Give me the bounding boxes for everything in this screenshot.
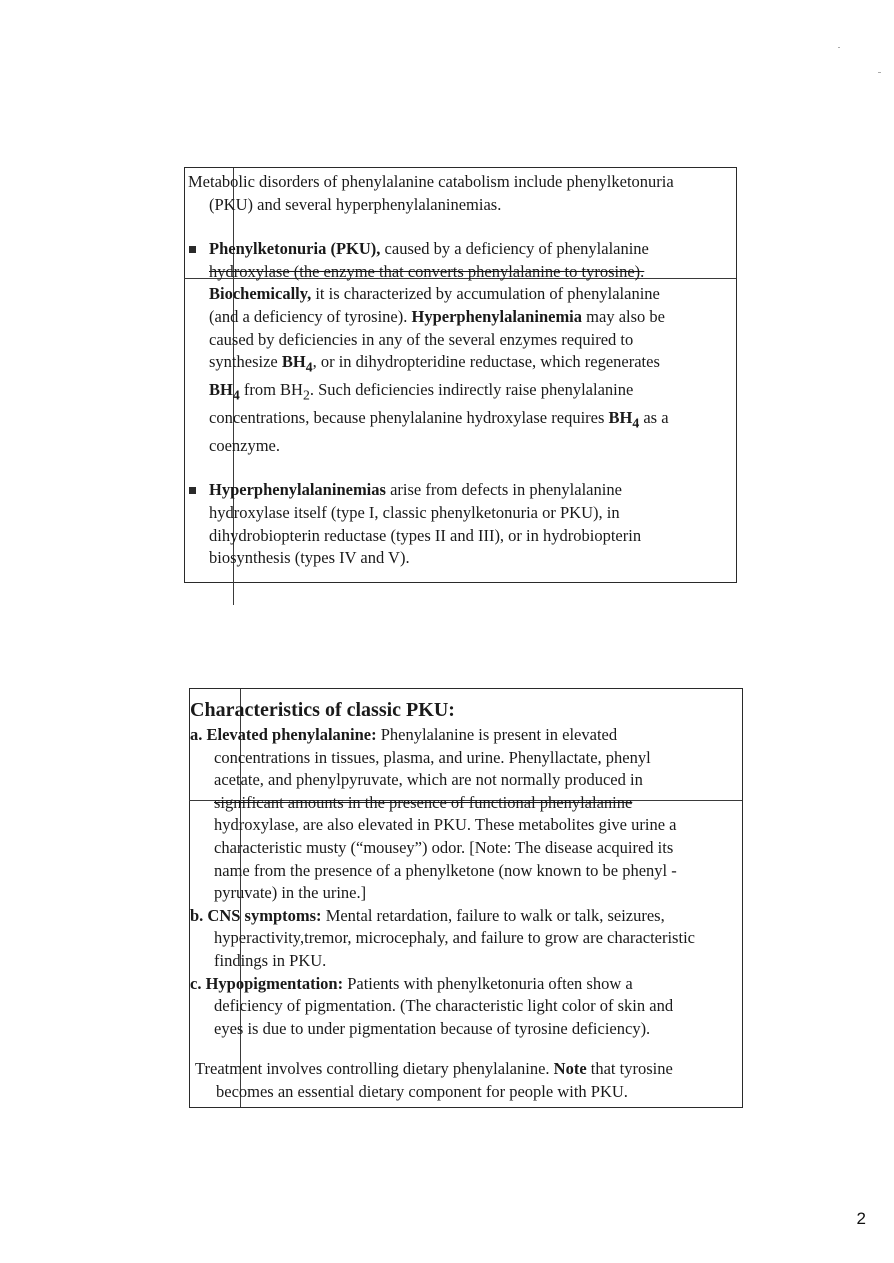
item-c: c. Hypopigmentation: Patients with phenylketonuria often show a <box>190 973 633 993</box>
intro-line: Metabolic disorders of phenylalanine catabolism include phenylketonuria <box>188 172 674 191</box>
scan-speck <box>878 72 881 73</box>
classic-pku-text: Characteristics of classic PKU: a. Elevated phenylalanine: Phenylalanine is present in elevated concentrations in tissues, plasma, and urine. Phenyllactate, phenyl acetate, and phenylpyruvate, which are not normally produced in significant amounts in the presence of functional phenylalanine hydroxylase, are also elevated in PKU. These metabolites give urine a characteristic musty (“mousey”) odor. [Note: The disease acquired its name from the presence of a phenylketone (now known to be phenyl - pyruvate) in the urine.] b. CNS symptoms: Mental retardation, failure to walk or talk, seizures, hyperactivity,tremor, microcephaly, and failure to grow are characteristic findings in PKU. c. Hypopigmentation: Patients with phenylketonuria often show a deficiency of pigmentation. (The characteristic light color of skin and eyes is due to under pigmentation because of tyrosine deficiency). Treatment involves controlling dietary phenylalanine. Note that tyrosine becomes an essential dietary component for people with PKU. <box>190 699 695 1101</box>
intro-line: (PKU) and several hyperphenylalaninemias. <box>209 194 502 214</box>
bullet-pku: Phenylketonuria (PKU), caused by a deficiency of phenylalanine <box>188 238 674 261</box>
page-number: 2 <box>856 1209 866 1228</box>
scan-speck <box>838 47 840 48</box>
item-b: b. CNS symptoms: Mental retardation, failure to walk or talk, seizures, <box>190 905 665 925</box>
section-title: Characteristics of classic PKU: <box>190 699 455 721</box>
metabolic-disorders-text: Metabolic disorders of phenylalanine catabolism include phenylketonuria (PKU) and several hyperphenylalaninemias. Phenylketonuria (PKU), caused by a deficiency of phenylalanine hydroxylase (the enzyme that converts phenylalanine to tyrosine). Biochemically, it is characterized by accumulation of phenylalanine (and a deficiency of tyrosine). Hyperphenylalaninemia may also be caused by deficiencies in any of the several enzymes required to synthesize $BH_4$, or in dihydropteridine reductase, which regenerates $BH_4$ from $BH_2$. Such deficiencies indirectly raise phenylalanine concentrations, because phenylalanine hydroxylase requires $BH_4$ as a coenzyme. Hyperphenylalaninemias arise from defects in phenylalanine hydroxylase itself (type I, classic phenylketonuria or PKU), in dihydrobiopterin reductase (types II and III), or in hydrobiopterin biosynthesis (types IV and V). <box>188 172 674 568</box>
treatment-note: Treatment involves controlling dietary phenylalanine. Note that tyrosine <box>195 1059 673 1079</box>
item-a: a. Elevated phenylalanine: Phenylalanine is present in elevated <box>190 725 618 744</box>
bullet-hyperphenylalaninemias: Hyperphenylalaninemias arise from defects in phenylalanine <box>188 479 674 502</box>
